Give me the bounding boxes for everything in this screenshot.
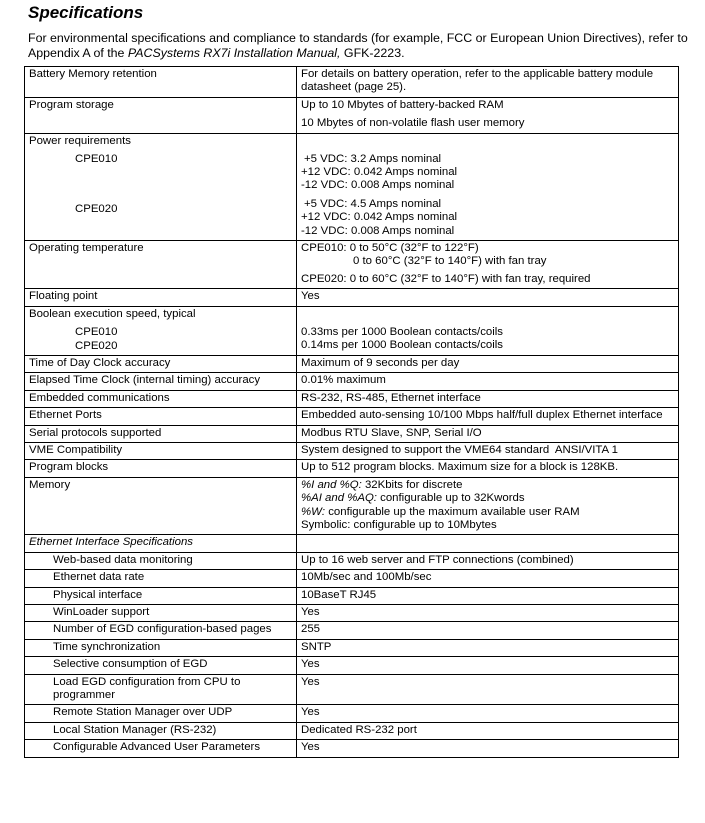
spec-value: Up to 16 web server and FTP connections (combined) [297, 552, 679, 569]
page-title: Specifications [28, 3, 144, 22]
spec-value [297, 535, 679, 552]
table-row [25, 241, 679, 289]
spec-label: Operating temperature [25, 241, 297, 289]
spec-value: System designed to support the VME64 standard ANSI/VITA 1 [297, 442, 679, 459]
value-line: -12 VDC: 0.008 Amps nominal [301, 179, 455, 192]
spec-value: Dedicated RS-232 port [297, 722, 679, 739]
table-row [25, 133, 679, 240]
sub-label: CPE010 [75, 326, 118, 339]
spec-label: Load EGD configuration from CPU to programmer [53, 675, 241, 702]
label-line: Boolean execution speed, typical [29, 307, 196, 320]
label-line: Power requirements [29, 134, 131, 147]
table-row [25, 97, 679, 133]
spec-value: 10BaseT RJ45 [297, 587, 679, 604]
table-row [25, 674, 679, 705]
specifications-table [24, 66, 679, 758]
memory-desc: configurable up to 32Kwords [376, 492, 525, 505]
spec-value: 255 [297, 622, 679, 639]
value-line [301, 492, 675, 505]
table-row [25, 477, 679, 535]
value-line [301, 506, 675, 519]
spec-value: Yes [297, 289, 679, 306]
manual-title: PACSystems RX7i Installation Manual, [127, 46, 341, 60]
table-row [25, 535, 679, 552]
spec-label: Program storage [25, 97, 297, 133]
spec-label: Time synchronization [53, 640, 161, 653]
spec-value [297, 477, 679, 535]
value-line: CPE010: 0 to 50°C (32°F to 122°F) [301, 242, 479, 255]
spec-value [297, 241, 679, 289]
spec-label: Serial protocols supported [25, 425, 297, 442]
memory-area: %I and %Q: [301, 478, 362, 491]
table-row [25, 390, 679, 407]
value-line: Up to 10 Mbytes of battery-backed RAM [301, 98, 504, 111]
table-row [25, 306, 679, 355]
spec-value: 0.01% maximum [297, 373, 679, 390]
spec-label: Ethernet Ports [25, 408, 297, 425]
table-row [25, 552, 679, 569]
memory-desc: configurable up the maximum available user RAM [325, 505, 580, 518]
spec-value: Yes [297, 705, 679, 722]
spec-value [297, 97, 679, 133]
value-line: 0.33ms per 1000 Boolean contacts/coils [301, 325, 503, 338]
spec-label [25, 306, 297, 355]
table-row [25, 425, 679, 442]
memory-area: %W: [301, 505, 326, 518]
spec-value [297, 306, 679, 355]
spec-label: Remote Station Manager over UDP [53, 706, 233, 719]
table-row [25, 570, 679, 587]
table-row [25, 373, 679, 390]
table-row [25, 722, 679, 739]
table-row [25, 587, 679, 604]
table-row [25, 740, 679, 757]
spec-label: WinLoader support [53, 606, 150, 618]
spec-label: Floating point [25, 289, 297, 306]
value-line [301, 479, 675, 492]
spec-value: Modbus RTU Slave, SNP, Serial I/O [297, 425, 679, 442]
value-line: +5 VDC: 4.5 Amps nominal [304, 197, 442, 210]
memory-area: %AI and %AQ: [301, 492, 377, 505]
table-row [25, 657, 679, 674]
spec-label: Embedded communications [25, 390, 297, 407]
spec-label: Memory [25, 477, 297, 535]
table-row [25, 67, 679, 98]
value-line: CPE020: 0 to 60°C (32°F to 140°F) with fan tray, required [301, 272, 591, 285]
value-line: 0.14ms per 1000 Boolean contacts/coils [301, 339, 503, 352]
value-line: 0 to 60°C (32°F to 140°F) with fan tray [353, 255, 547, 268]
spec-label: Physical interface [53, 588, 143, 601]
intro-text-1: For environmental specifications and compliance to standards (for example, FCC or European Union Directives), refer to Appendix A of the [28, 31, 688, 60]
value-line: 10 Mbytes of non-volatile flash user memory [301, 117, 525, 130]
value-line: +12 VDC: 0.042 Amps nominal [301, 211, 458, 224]
spec-label: Time of Day Clock accuracy [25, 355, 297, 372]
spec-value: 10Mb/sec and 100Mb/sec [297, 570, 679, 587]
spec-label: Web-based data monitoring [53, 553, 193, 566]
spec-value: Yes [297, 605, 679, 622]
value-line: Symbolic: configurable up to 10Mbytes [301, 518, 497, 531]
value-line: +5 VDC: 3.2 Amps nominal [304, 152, 442, 165]
spec-value: Embedded auto-sensing 10/100 Mbps half/full duplex Ethernet interface [297, 408, 679, 425]
table-row [25, 705, 679, 722]
spec-label: Selective consumption of EGD [53, 658, 208, 671]
value-line: -12 VDC: 0.008 Amps nominal [301, 224, 455, 237]
table-row [25, 622, 679, 639]
spec-value: SNTP [297, 639, 679, 656]
spec-label: Battery Memory retention [25, 67, 297, 98]
spec-value: Yes [297, 674, 679, 705]
memory-desc: 32Kbits for discrete [361, 478, 463, 491]
spec-value: Up to 512 program blocks. Maximum size for a block is 128KB. [297, 460, 679, 477]
table-row [25, 408, 679, 425]
table-row [25, 605, 679, 622]
table-row [25, 355, 679, 372]
spec-value [297, 133, 679, 240]
spec-value: RS-232, RS-485, Ethernet interface [297, 390, 679, 407]
spec-label [25, 133, 297, 240]
section-header: Ethernet Interface Specifications [25, 535, 297, 552]
spec-value: Maximum of 9 seconds per day [297, 355, 679, 372]
spec-label: Program blocks [25, 460, 297, 477]
table-row [25, 460, 679, 477]
spec-label: VME Compatibility [25, 442, 297, 459]
table-row [25, 639, 679, 656]
spec-label: Ethernet data rate [53, 571, 145, 584]
spec-label: Configurable Advanced User Parameters [53, 741, 261, 754]
spec-label: Elapsed Time Clock (internal timing) accuracy [25, 373, 297, 390]
value-line: +12 VDC: 0.042 Amps nominal [301, 166, 458, 179]
spec-label: Local Station Manager (RS-232) [53, 723, 217, 736]
table-row [25, 442, 679, 459]
table-row [25, 289, 679, 306]
intro-paragraph [28, 31, 688, 61]
sub-label: CPE010 [75, 153, 118, 166]
spec-value: Yes [297, 657, 679, 674]
spec-value: For details on battery operation, refer to the applicable battery module datasheet (page 25). [297, 67, 679, 98]
intro-text-2: GFK-2223. [340, 46, 405, 60]
spec-label: Number of EGD configuration-based pages [53, 623, 272, 636]
spec-value: Yes [297, 740, 679, 757]
sub-label: CPE020 [75, 203, 118, 216]
sub-label: CPE020 [75, 339, 118, 352]
